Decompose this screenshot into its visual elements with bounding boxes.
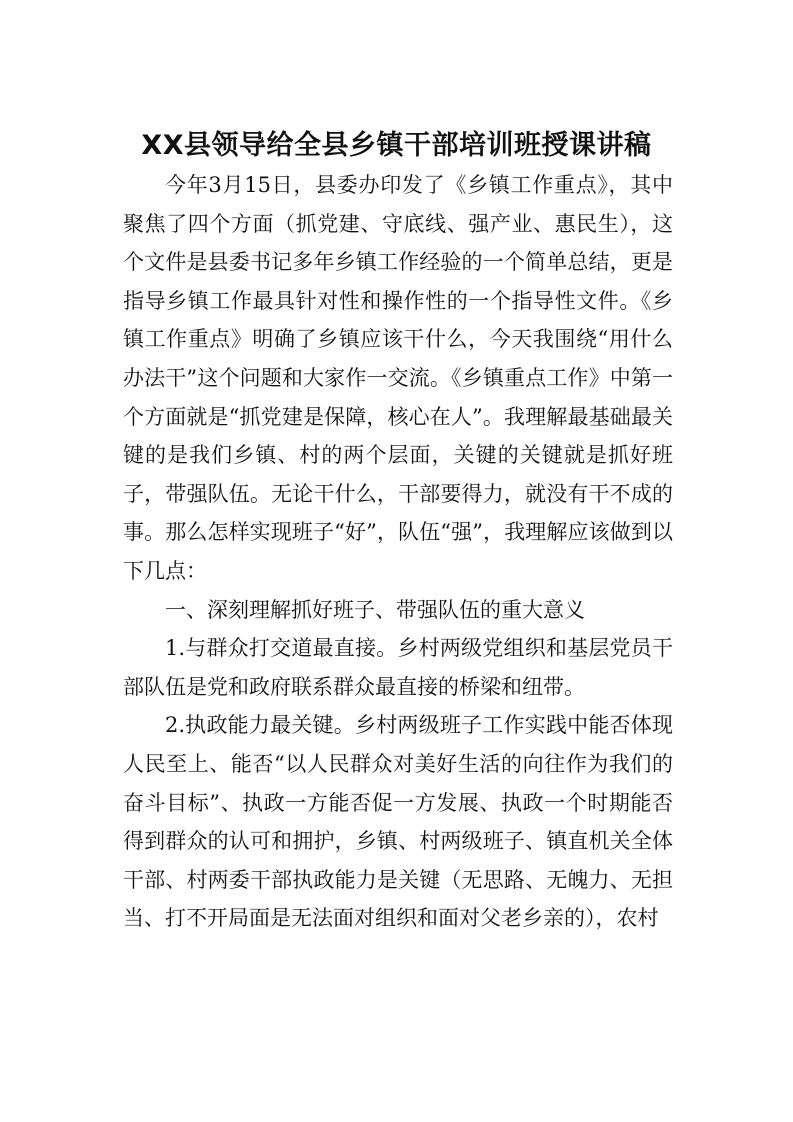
paragraph-point-2: 2.执政能力最关键。乡村两级班子工作实践中能否体现人民至上、能否“以人民群众对美好生活的向往作为我们的奋斗目标”、执政一方能否促一方发展、执政一个时期能否得到群众的认可和拥护，乡镇、村两级班子、镇直机关全体干部、村两委干部执政能力是关键（无思路、无魄力、无担当、打不开局面是无法面对组织和面对父老乡亲的），农村 — [123, 713, 673, 931]
document-title: XX县领导给全县乡镇干部培训班授课讲稿 — [141, 130, 652, 161]
paragraph-point-1: 1.与群众打交道最直接。乡村两级党组织和基层党员干部队伍是党和政府联系群众最直接的桥梁和纽带。 — [123, 636, 673, 699]
paragraph-intro: 今年3月15日，县委办印发了《乡镇工作重点》，其中聚焦了四个方面（抓党建、守底线、强产业、惠民生），这个文件是县委书记多年乡镇工作经验的一个简单总结，更是指导乡镇工作最具针对性和操作性的一个指导性文件。《乡镇工作重点》明确了乡镇应该干什么，今天我围绕“用什么办法干”这个问题和大家作一交流。《乡镇重点工作》中第一个方面就是“抓党建是保障，核心在人”。我理解最基础最关键的是我们乡镇、村的两个层面，关键的关键就是抓好班子，带强队伍。无论干什么，干部要得力，就没有干不成的事。那么怎样实现班子“好”，队伍“强”，我理解应该做到以下几点： — [123, 173, 673, 583]
document-body — [123, 166, 673, 938]
section-heading-1: 一、深刻理解抓好班子、带强队伍的重大意义 — [165, 597, 585, 622]
